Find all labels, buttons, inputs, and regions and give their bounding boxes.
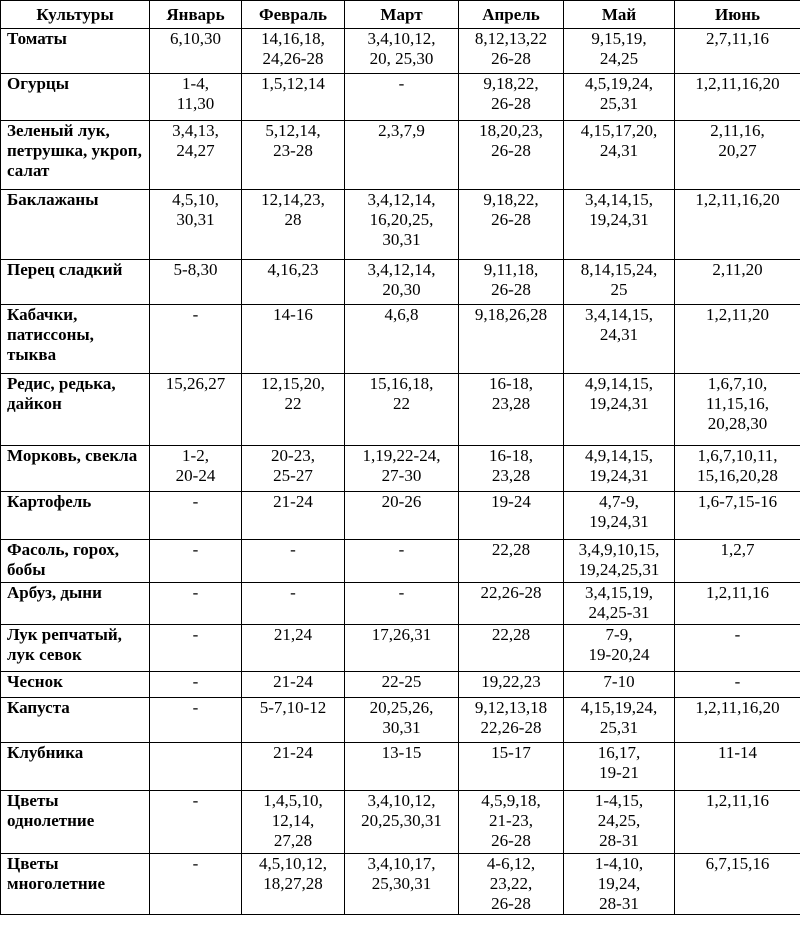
date-cell-april: 8,12,13,22 26-28 bbox=[459, 29, 564, 74]
table-row bbox=[1, 791, 800, 854]
date-cell-january: - bbox=[150, 583, 242, 625]
crop-name-cell: Зеленый лук, петрушка, укроп, салат bbox=[1, 121, 150, 190]
table-row bbox=[1, 74, 800, 121]
date-cell-june: - bbox=[675, 672, 800, 698]
date-cell-january: 15,26,27 bbox=[150, 374, 242, 446]
crop-name-cell: Картофель bbox=[1, 492, 150, 540]
date-cell-may: 8,14,15,24, 25 bbox=[564, 260, 675, 305]
date-cell-march: 4,6,8 bbox=[345, 305, 459, 374]
date-cell-march: - bbox=[345, 74, 459, 121]
crop-name-cell: Цветы многолетние bbox=[1, 854, 150, 915]
date-cell-february: - bbox=[242, 583, 345, 625]
date-cell-january: 6,10,30 bbox=[150, 29, 242, 74]
table-body bbox=[1, 29, 800, 915]
date-cell-march: 3,4,12,14, 16,20,25, 30,31 bbox=[345, 190, 459, 260]
header-may: Май bbox=[564, 1, 675, 29]
date-cell-february: 14,16,18, 24,26-28 bbox=[242, 29, 345, 74]
date-cell-april: 9,18,22, 26-28 bbox=[459, 190, 564, 260]
date-cell-january: - bbox=[150, 672, 242, 698]
date-cell-june: 1,6-7,15-16 bbox=[675, 492, 800, 540]
date-cell-march: 3,4,12,14, 20,30 bbox=[345, 260, 459, 305]
date-cell-february: 12,15,20, 22 bbox=[242, 374, 345, 446]
date-cell-may: 4,7-9, 19,24,31 bbox=[564, 492, 675, 540]
table-row bbox=[1, 672, 800, 698]
date-cell-may: 3,4,14,15, 24,31 bbox=[564, 305, 675, 374]
date-cell-march: 15,16,18, 22 bbox=[345, 374, 459, 446]
date-cell-may: 9,15,19, 24,25 bbox=[564, 29, 675, 74]
date-cell-april: 16-18, 23,28 bbox=[459, 374, 564, 446]
crop-name-cell: Редис, редька, дайкон bbox=[1, 374, 150, 446]
crop-name-cell: Капуста bbox=[1, 698, 150, 743]
date-cell-april: 9,11,18, 26-28 bbox=[459, 260, 564, 305]
date-cell-april: 22,28 bbox=[459, 540, 564, 583]
date-cell-june: 1,6,7,10,11, 15,16,20,28 bbox=[675, 446, 800, 492]
table-row bbox=[1, 540, 800, 583]
date-cell-june: 2,7,11,16 bbox=[675, 29, 800, 74]
header-february: Февраль bbox=[242, 1, 345, 29]
date-cell-may: 1-4,15, 24,25, 28-31 bbox=[564, 791, 675, 854]
crop-name-cell: Перец сладкий bbox=[1, 260, 150, 305]
date-cell-march: - bbox=[345, 540, 459, 583]
date-cell-january: 4,5,10, 30,31 bbox=[150, 190, 242, 260]
date-cell-march: 22-25 bbox=[345, 672, 459, 698]
date-cell-march: 3,4,10,17, 25,30,31 bbox=[345, 854, 459, 915]
date-cell-february: 21-24 bbox=[242, 743, 345, 791]
table-row bbox=[1, 492, 800, 540]
date-cell-february: 5,12,14, 23-28 bbox=[242, 121, 345, 190]
date-cell-april: 9,18,26,28 bbox=[459, 305, 564, 374]
date-cell-february: 1,5,12,14 bbox=[242, 74, 345, 121]
date-cell-may: 16,17, 19-21 bbox=[564, 743, 675, 791]
date-cell-june: 1,2,11,16,20 bbox=[675, 190, 800, 260]
date-cell-march: 17,26,31 bbox=[345, 625, 459, 672]
date-cell-june: 1,2,11,16,20 bbox=[675, 698, 800, 743]
crop-name-cell: Кабачки, патиссоны, тыква bbox=[1, 305, 150, 374]
date-cell-january: - bbox=[150, 492, 242, 540]
date-cell-february: - bbox=[242, 540, 345, 583]
date-cell-february: 21-24 bbox=[242, 672, 345, 698]
table-row bbox=[1, 583, 800, 625]
date-cell-march: 20,25,26, 30,31 bbox=[345, 698, 459, 743]
date-cell-march: 3,4,10,12, 20,25,30,31 bbox=[345, 791, 459, 854]
date-cell-april: 16-18, 23,28 bbox=[459, 446, 564, 492]
crop-name-cell: Фасоль, горох, бобы bbox=[1, 540, 150, 583]
date-cell-june: 1,2,11,16,20 bbox=[675, 74, 800, 121]
date-cell-january: 1-2, 20-24 bbox=[150, 446, 242, 492]
date-cell-may: 3,4,14,15, 19,24,31 bbox=[564, 190, 675, 260]
date-cell-february: 12,14,23, 28 bbox=[242, 190, 345, 260]
table-row bbox=[1, 190, 800, 260]
date-cell-january: - bbox=[150, 625, 242, 672]
table-row bbox=[1, 446, 800, 492]
table-row bbox=[1, 698, 800, 743]
crop-name-cell: Баклажаны bbox=[1, 190, 150, 260]
date-cell-june: 1,2,7 bbox=[675, 540, 800, 583]
date-cell-april: 4,5,9,18, 21-23, 26-28 bbox=[459, 791, 564, 854]
date-cell-march: 13-15 bbox=[345, 743, 459, 791]
date-cell-may: 7-9, 19-20,24 bbox=[564, 625, 675, 672]
header-crops: Культуры bbox=[1, 1, 150, 29]
crop-name-cell: Цветы однолетние bbox=[1, 791, 150, 854]
date-cell-may: 4,5,19,24, 25,31 bbox=[564, 74, 675, 121]
date-cell-may: 4,15,17,20, 24,31 bbox=[564, 121, 675, 190]
date-cell-may: 1-4,10, 19,24, 28-31 bbox=[564, 854, 675, 915]
table-row bbox=[1, 305, 800, 374]
date-cell-june: - bbox=[675, 625, 800, 672]
table-row bbox=[1, 743, 800, 791]
date-cell-february: 21,24 bbox=[242, 625, 345, 672]
header-june: Июнь bbox=[675, 1, 800, 29]
date-cell-june: 1,2,11,16 bbox=[675, 791, 800, 854]
date-cell-june: 1,2,11,20 bbox=[675, 305, 800, 374]
header-row bbox=[1, 1, 800, 29]
header-march: Март bbox=[345, 1, 459, 29]
date-cell-april: 22,28 bbox=[459, 625, 564, 672]
date-cell-april: 9,12,13,18 22,26-28 bbox=[459, 698, 564, 743]
date-cell-january: - bbox=[150, 305, 242, 374]
date-cell-april: 15-17 bbox=[459, 743, 564, 791]
crop-name-cell: Лук репчатый, лук севок bbox=[1, 625, 150, 672]
date-cell-february: 21-24 bbox=[242, 492, 345, 540]
date-cell-february: 1,4,5,10, 12,14, 27,28 bbox=[242, 791, 345, 854]
date-cell-april: 19-24 bbox=[459, 492, 564, 540]
date-cell-february: 14-16 bbox=[242, 305, 345, 374]
date-cell-april: 19,22,23 bbox=[459, 672, 564, 698]
header-january: Январь bbox=[150, 1, 242, 29]
date-cell-january: - bbox=[150, 854, 242, 915]
date-cell-june: 2,11,20 bbox=[675, 260, 800, 305]
date-cell-june: 1,6,7,10, 11,15,16, 20,28,30 bbox=[675, 374, 800, 446]
date-cell-january: - bbox=[150, 791, 242, 854]
date-cell-march: - bbox=[345, 583, 459, 625]
date-cell-january: - bbox=[150, 698, 242, 743]
date-cell-march: 20-26 bbox=[345, 492, 459, 540]
date-cell-june: 2,11,16, 20,27 bbox=[675, 121, 800, 190]
table-row bbox=[1, 854, 800, 915]
date-cell-february: 5-7,10-12 bbox=[242, 698, 345, 743]
crop-name-cell: Морковь, свекла bbox=[1, 446, 150, 492]
crop-name-cell: Клубника bbox=[1, 743, 150, 791]
date-cell-may: 4,15,19,24, 25,31 bbox=[564, 698, 675, 743]
date-cell-january: 5-8,30 bbox=[150, 260, 242, 305]
date-cell-march: 2,3,7,9 bbox=[345, 121, 459, 190]
date-cell-march: 3,4,10,12, 20, 25,30 bbox=[345, 29, 459, 74]
crop-name-cell: Арбуз, дыни bbox=[1, 583, 150, 625]
date-cell-january: 1-4, 11,30 bbox=[150, 74, 242, 121]
date-cell-may: 3,4,15,19, 24,25-31 bbox=[564, 583, 675, 625]
table-row bbox=[1, 374, 800, 446]
table-row bbox=[1, 121, 800, 190]
date-cell-may: 4,9,14,15, 19,24,31 bbox=[564, 374, 675, 446]
header-april: Апрель bbox=[459, 1, 564, 29]
date-cell-may: 3,4,9,10,15, 19,24,25,31 bbox=[564, 540, 675, 583]
date-cell-february: 4,5,10,12, 18,27,28 bbox=[242, 854, 345, 915]
date-cell-april: 9,18,22, 26-28 bbox=[459, 74, 564, 121]
date-cell-january bbox=[150, 743, 242, 791]
date-cell-june: 6,7,15,16 bbox=[675, 854, 800, 915]
table-row bbox=[1, 625, 800, 672]
date-cell-january: 3,4,13, 24,27 bbox=[150, 121, 242, 190]
table-row bbox=[1, 260, 800, 305]
date-cell-april: 18,20,23, 26-28 bbox=[459, 121, 564, 190]
date-cell-june: 11-14 bbox=[675, 743, 800, 791]
date-cell-may: 4,9,14,15, 19,24,31 bbox=[564, 446, 675, 492]
crop-name-cell: Томаты bbox=[1, 29, 150, 74]
table-row bbox=[1, 29, 800, 74]
date-cell-march: 1,19,22-24, 27-30 bbox=[345, 446, 459, 492]
date-cell-april: 22,26-28 bbox=[459, 583, 564, 625]
date-cell-january: - bbox=[150, 540, 242, 583]
crop-name-cell: Огурцы bbox=[1, 74, 150, 121]
date-cell-may: 7-10 bbox=[564, 672, 675, 698]
date-cell-june: 1,2,11,16 bbox=[675, 583, 800, 625]
date-cell-april: 4-6,12, 23,22, 26-28 bbox=[459, 854, 564, 915]
date-cell-february: 20-23, 25-27 bbox=[242, 446, 345, 492]
crop-name-cell: Чеснок bbox=[1, 672, 150, 698]
date-cell-february: 4,16,23 bbox=[242, 260, 345, 305]
